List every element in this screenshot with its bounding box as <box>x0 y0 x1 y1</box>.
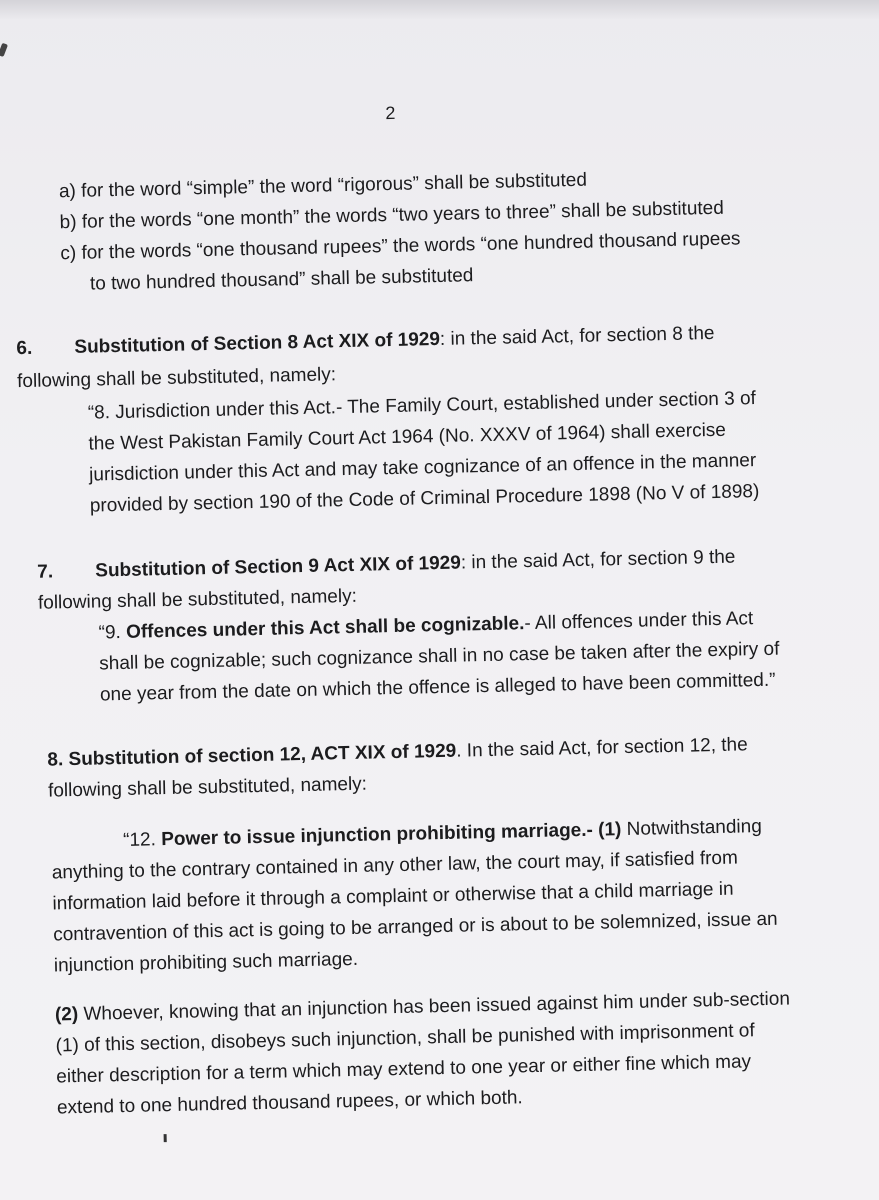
section-6-heading <box>16 322 715 361</box>
section-7-intro-line: following shall be substituted, namely: <box>37 585 358 614</box>
section-title: Substitution of Section 8 Act XIX of 1929 <box>74 328 441 358</box>
section-8-subsection-2-line-3: either description for a term which may extend to one year or either fine which may <box>56 1051 752 1088</box>
section-number: 6. <box>16 337 33 360</box>
section-8-heading <box>47 733 748 772</box>
section-7-quote-line-3: one year from the date on which the offence is alleged to have been committed.” <box>99 669 776 706</box>
section-8-intro-line: following shall be substituted, namely: <box>47 773 368 802</box>
section-6-quote-line-4: provided by section 190 of the Code of Criminal Procedure 1898 (No V of 1898) <box>89 481 760 517</box>
section-8-subsection-2-line-2: (1) of this section, disobeys such injunction, shall be punished with imprisonment of <box>55 1020 755 1057</box>
quote-prefix: “9. <box>98 621 127 644</box>
page-number: 2 <box>385 102 396 124</box>
list-item-c-continuation: to two hundred thousand” shall be substituted <box>89 265 474 295</box>
list-item-c <box>60 227 741 266</box>
ink-dot <box>164 1134 167 1142</box>
section-7-quote-line-2: shall be cognizable; such cognizance shall in no case be taken after the expiry of <box>99 638 780 675</box>
section-6-quote-line-2: the West Pakistan Family Court Act 1964 (No. XXXV of 1964) shall exercise <box>88 419 727 455</box>
list-text: for the words “one month” the words “two years to three” shall be substituted <box>81 197 725 233</box>
section-7-heading <box>37 546 736 585</box>
section-6-quote-line-1: “8. Jurisdiction under this Act.- The Family Court, established under section 3 of <box>87 388 757 424</box>
section-8-quote-line-4: contravention of this act is going to be arranged or is about to be solemnized, issue an <box>52 908 778 946</box>
list-item-a <box>59 169 587 205</box>
section-8-quote-line-2: anything to the contrary contained in any other law, the court may, if satisfied from <box>51 847 739 884</box>
section-intro: . In the said Act, for section 12, the <box>456 734 748 762</box>
quote-title: Offences under this Act shall be cognizable. <box>125 613 525 643</box>
quote-text: - All offences under this Act <box>524 608 754 635</box>
quote-title: Power to issue injunction prohibiting marriage.- (1) <box>160 819 622 851</box>
list-marker: b) <box>59 211 77 234</box>
section-6-quote-line-3: jurisdiction under this Act and may take cognizance of an offence in the manner <box>88 450 757 486</box>
pen-mark <box>0 43 8 57</box>
list-text: for the word “simple” the word “rigorous” shall be substituted <box>80 169 588 202</box>
list-marker: c) <box>60 242 77 265</box>
section-6-intro-line: following shall be substituted, namely: <box>16 364 337 393</box>
quote-text: Notwithstanding <box>621 816 763 841</box>
list-text: for the words “one thousand rupees” the words “one hundred thousand rupees <box>81 228 741 264</box>
section-8-quote-line-3: information laid before it through a complaint or otherwise that a child marriage in <box>52 878 734 915</box>
list-marker: a) <box>58 180 77 203</box>
section-number: 8. <box>47 749 64 771</box>
subsection-text: Whoever, knowing that an injunction has been issued against him under sub-section <box>77 988 791 1025</box>
subsection-number: (2) <box>54 1003 79 1026</box>
section-title: Substitution of Section 9 Act XIX of 1929 <box>95 552 462 582</box>
quote-prefix: “12. <box>122 829 162 851</box>
section-8-quote-line-5: injunction prohibiting such marriage. <box>53 948 359 977</box>
section-title: Substitution of section 12, ACT XIX of 1929 <box>68 740 457 771</box>
section-number: 7. <box>37 561 54 583</box>
section-8-subsection-2-line-4: extend to one hundred thousand rupees, or which both. <box>56 1087 523 1119</box>
section-intro: : in the said Act, for section 9 the <box>460 546 736 574</box>
section-intro: : in the said Act, for section 8 the <box>439 322 715 350</box>
